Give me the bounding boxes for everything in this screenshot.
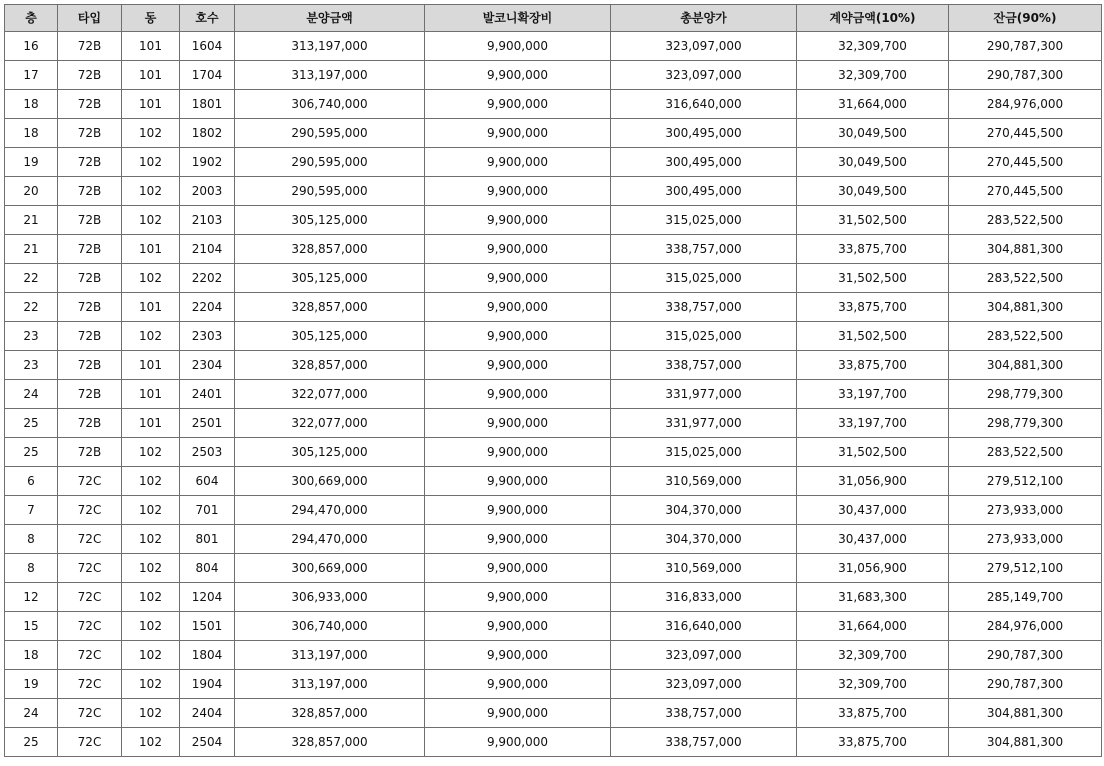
unit-cell: 2304 (180, 351, 235, 380)
unit-cell: 2104 (180, 235, 235, 264)
sale-price-cell: 290,595,000 (235, 177, 425, 206)
deposit-cell: 31,056,900 (797, 554, 949, 583)
balance-cell: 304,881,300 (949, 728, 1102, 757)
total-price-cell: 304,370,000 (611, 496, 797, 525)
balcony-fee-cell: 9,900,000 (425, 380, 611, 409)
deposit-cell: 30,049,500 (797, 119, 949, 148)
floor-cell: 21 (5, 206, 58, 235)
floor-cell: 16 (5, 32, 58, 61)
table-row (5, 438, 1102, 467)
type-cell: 72B (58, 380, 122, 409)
building-cell: 102 (122, 670, 180, 699)
type-cell: 72B (58, 148, 122, 177)
building-cell: 102 (122, 322, 180, 351)
table-row (5, 583, 1102, 612)
type-cell: 72B (58, 119, 122, 148)
unit-cell: 1204 (180, 583, 235, 612)
unit-cell: 1902 (180, 148, 235, 177)
deposit-cell: 32,309,700 (797, 641, 949, 670)
total-price-cell: 338,757,000 (611, 728, 797, 757)
balcony-fee-cell: 9,900,000 (425, 235, 611, 264)
type-cell: 72C (58, 699, 122, 728)
price-table-container (4, 4, 1102, 757)
total-price-cell: 338,757,000 (611, 351, 797, 380)
header-type: 타입 (58, 5, 122, 32)
building-cell: 102 (122, 612, 180, 641)
type-cell: 72B (58, 351, 122, 380)
type-cell: 72B (58, 293, 122, 322)
balance-cell: 290,787,300 (949, 61, 1102, 90)
balance-cell: 273,933,000 (949, 496, 1102, 525)
header-total-price: 총분양가 (611, 5, 797, 32)
total-price-cell: 300,495,000 (611, 177, 797, 206)
balance-cell: 290,787,300 (949, 641, 1102, 670)
balance-cell: 270,445,500 (949, 177, 1102, 206)
type-cell: 72C (58, 525, 122, 554)
balcony-fee-cell: 9,900,000 (425, 467, 611, 496)
balcony-fee-cell: 9,900,000 (425, 90, 611, 119)
type-cell: 72C (58, 670, 122, 699)
balance-cell: 279,512,100 (949, 467, 1102, 496)
unit-cell: 2401 (180, 380, 235, 409)
balance-cell: 284,976,000 (949, 90, 1102, 119)
deposit-cell: 31,502,500 (797, 322, 949, 351)
balcony-fee-cell: 9,900,000 (425, 612, 611, 641)
total-price-cell: 315,025,000 (611, 438, 797, 467)
balance-cell: 304,881,300 (949, 235, 1102, 264)
sale-price-cell: 294,470,000 (235, 496, 425, 525)
building-cell: 101 (122, 235, 180, 264)
table-row (5, 177, 1102, 206)
type-cell: 72C (58, 641, 122, 670)
balcony-fee-cell: 9,900,000 (425, 525, 611, 554)
sale-price-cell: 290,595,000 (235, 148, 425, 177)
deposit-cell: 31,664,000 (797, 90, 949, 119)
floor-cell: 22 (5, 264, 58, 293)
table-row (5, 670, 1102, 699)
sale-price-cell: 328,857,000 (235, 293, 425, 322)
total-price-cell: 331,977,000 (611, 409, 797, 438)
table-row (5, 90, 1102, 119)
type-cell: 72B (58, 322, 122, 351)
deposit-cell: 33,875,700 (797, 351, 949, 380)
unit-cell: 2501 (180, 409, 235, 438)
balcony-fee-cell: 9,900,000 (425, 670, 611, 699)
balance-cell: 298,779,300 (949, 380, 1102, 409)
floor-cell: 19 (5, 670, 58, 699)
building-cell: 102 (122, 583, 180, 612)
sale-price-cell: 313,197,000 (235, 61, 425, 90)
floor-cell: 12 (5, 583, 58, 612)
unit-cell: 2204 (180, 293, 235, 322)
balcony-fee-cell: 9,900,000 (425, 641, 611, 670)
unit-cell: 1804 (180, 641, 235, 670)
building-cell: 101 (122, 293, 180, 322)
type-cell: 72C (58, 496, 122, 525)
floor-cell: 8 (5, 554, 58, 583)
floor-cell: 24 (5, 699, 58, 728)
table-row (5, 728, 1102, 757)
floor-cell: 22 (5, 293, 58, 322)
unit-cell: 1604 (180, 32, 235, 61)
floor-cell: 21 (5, 235, 58, 264)
total-price-cell: 316,640,000 (611, 612, 797, 641)
table-row (5, 206, 1102, 235)
balcony-fee-cell: 9,900,000 (425, 728, 611, 757)
balcony-fee-cell: 9,900,000 (425, 554, 611, 583)
sale-price-cell: 328,857,000 (235, 235, 425, 264)
unit-cell: 2003 (180, 177, 235, 206)
balance-cell: 304,881,300 (949, 293, 1102, 322)
building-cell: 101 (122, 32, 180, 61)
sale-price-cell: 306,740,000 (235, 90, 425, 119)
table-row (5, 380, 1102, 409)
floor-cell: 25 (5, 409, 58, 438)
balance-cell: 284,976,000 (949, 612, 1102, 641)
total-price-cell: 323,097,000 (611, 61, 797, 90)
table-body (5, 32, 1102, 757)
total-price-cell: 315,025,000 (611, 264, 797, 293)
floor-cell: 18 (5, 90, 58, 119)
type-cell: 72B (58, 206, 122, 235)
table-row (5, 496, 1102, 525)
building-cell: 102 (122, 554, 180, 583)
balance-cell: 279,512,100 (949, 554, 1102, 583)
balance-cell: 304,881,300 (949, 351, 1102, 380)
header-balcony-fee: 발코니확장비 (425, 5, 611, 32)
building-cell: 101 (122, 409, 180, 438)
table-row (5, 32, 1102, 61)
balcony-fee-cell: 9,900,000 (425, 322, 611, 351)
balcony-fee-cell: 9,900,000 (425, 409, 611, 438)
sale-price-cell: 322,077,000 (235, 380, 425, 409)
total-price-cell: 323,097,000 (611, 32, 797, 61)
unit-cell: 701 (180, 496, 235, 525)
type-cell: 72B (58, 61, 122, 90)
building-cell: 102 (122, 525, 180, 554)
header-row (5, 5, 1102, 32)
table-row (5, 467, 1102, 496)
table-row (5, 148, 1102, 177)
type-cell: 72B (58, 438, 122, 467)
building-cell: 102 (122, 264, 180, 293)
sale-price-cell: 313,197,000 (235, 641, 425, 670)
deposit-cell: 31,683,300 (797, 583, 949, 612)
building-cell: 101 (122, 380, 180, 409)
total-price-cell: 338,757,000 (611, 699, 797, 728)
building-cell: 102 (122, 206, 180, 235)
header-unit: 호수 (180, 5, 235, 32)
balance-cell: 270,445,500 (949, 148, 1102, 177)
table-row (5, 264, 1102, 293)
table-row (5, 525, 1102, 554)
total-price-cell: 338,757,000 (611, 293, 797, 322)
building-cell: 102 (122, 177, 180, 206)
table-row (5, 235, 1102, 264)
sale-price-cell: 305,125,000 (235, 264, 425, 293)
deposit-cell: 31,502,500 (797, 206, 949, 235)
deposit-cell: 32,309,700 (797, 61, 949, 90)
floor-cell: 7 (5, 496, 58, 525)
unit-cell: 604 (180, 467, 235, 496)
balance-cell: 270,445,500 (949, 119, 1102, 148)
deposit-cell: 33,197,700 (797, 409, 949, 438)
floor-cell: 17 (5, 61, 58, 90)
unit-cell: 801 (180, 525, 235, 554)
balcony-fee-cell: 9,900,000 (425, 293, 611, 322)
balance-cell: 283,522,500 (949, 322, 1102, 351)
price-table (4, 4, 1102, 757)
deposit-cell: 31,502,500 (797, 264, 949, 293)
floor-cell: 8 (5, 525, 58, 554)
table-row (5, 351, 1102, 380)
sale-price-cell: 306,933,000 (235, 583, 425, 612)
table-row (5, 641, 1102, 670)
type-cell: 72C (58, 554, 122, 583)
sale-price-cell: 305,125,000 (235, 438, 425, 467)
type-cell: 72C (58, 728, 122, 757)
total-price-cell: 323,097,000 (611, 641, 797, 670)
unit-cell: 1801 (180, 90, 235, 119)
deposit-cell: 33,875,700 (797, 293, 949, 322)
table-row (5, 554, 1102, 583)
sale-price-cell: 322,077,000 (235, 409, 425, 438)
balcony-fee-cell: 9,900,000 (425, 699, 611, 728)
unit-cell: 2303 (180, 322, 235, 351)
balcony-fee-cell: 9,900,000 (425, 119, 611, 148)
floor-cell: 20 (5, 177, 58, 206)
table-row (5, 409, 1102, 438)
total-price-cell: 310,569,000 (611, 554, 797, 583)
total-price-cell: 323,097,000 (611, 670, 797, 699)
table-row (5, 699, 1102, 728)
unit-cell: 1501 (180, 612, 235, 641)
sale-price-cell: 294,470,000 (235, 525, 425, 554)
type-cell: 72B (58, 32, 122, 61)
table-row (5, 322, 1102, 351)
balance-cell: 290,787,300 (949, 670, 1102, 699)
total-price-cell: 331,977,000 (611, 380, 797, 409)
balcony-fee-cell: 9,900,000 (425, 264, 611, 293)
total-price-cell: 316,640,000 (611, 90, 797, 119)
sale-price-cell: 328,857,000 (235, 699, 425, 728)
floor-cell: 25 (5, 438, 58, 467)
building-cell: 101 (122, 61, 180, 90)
unit-cell: 2404 (180, 699, 235, 728)
type-cell: 72C (58, 612, 122, 641)
building-cell: 101 (122, 351, 180, 380)
deposit-cell: 33,197,700 (797, 380, 949, 409)
type-cell: 72B (58, 264, 122, 293)
balcony-fee-cell: 9,900,000 (425, 148, 611, 177)
type-cell: 72B (58, 235, 122, 264)
header-building: 동 (122, 5, 180, 32)
total-price-cell: 315,025,000 (611, 206, 797, 235)
type-cell: 72C (58, 583, 122, 612)
balance-cell: 283,522,500 (949, 438, 1102, 467)
deposit-cell: 31,056,900 (797, 467, 949, 496)
sale-price-cell: 306,740,000 (235, 612, 425, 641)
sale-price-cell: 305,125,000 (235, 206, 425, 235)
unit-cell: 2202 (180, 264, 235, 293)
balcony-fee-cell: 9,900,000 (425, 438, 611, 467)
balcony-fee-cell: 9,900,000 (425, 583, 611, 612)
total-price-cell: 304,370,000 (611, 525, 797, 554)
deposit-cell: 31,502,500 (797, 438, 949, 467)
building-cell: 102 (122, 641, 180, 670)
balance-cell: 283,522,500 (949, 264, 1102, 293)
type-cell: 72B (58, 409, 122, 438)
unit-cell: 1802 (180, 119, 235, 148)
building-cell: 102 (122, 699, 180, 728)
table-row (5, 293, 1102, 322)
deposit-cell: 33,875,700 (797, 699, 949, 728)
balance-cell: 290,787,300 (949, 32, 1102, 61)
balance-cell: 304,881,300 (949, 699, 1102, 728)
unit-cell: 804 (180, 554, 235, 583)
unit-cell: 1904 (180, 670, 235, 699)
total-price-cell: 300,495,000 (611, 119, 797, 148)
total-price-cell: 316,833,000 (611, 583, 797, 612)
deposit-cell: 32,309,700 (797, 670, 949, 699)
balance-cell: 283,522,500 (949, 206, 1102, 235)
header-balance: 잔금(90%) (949, 5, 1102, 32)
deposit-cell: 31,664,000 (797, 612, 949, 641)
building-cell: 102 (122, 728, 180, 757)
table-row (5, 612, 1102, 641)
header-sale-price: 분양금액 (235, 5, 425, 32)
floor-cell: 23 (5, 351, 58, 380)
floor-cell: 25 (5, 728, 58, 757)
deposit-cell: 33,875,700 (797, 235, 949, 264)
type-cell: 72C (58, 467, 122, 496)
unit-cell: 1704 (180, 61, 235, 90)
deposit-cell: 30,049,500 (797, 148, 949, 177)
floor-cell: 24 (5, 380, 58, 409)
type-cell: 72B (58, 177, 122, 206)
balance-cell: 285,149,700 (949, 583, 1102, 612)
sale-price-cell: 305,125,000 (235, 322, 425, 351)
deposit-cell: 30,049,500 (797, 177, 949, 206)
sale-price-cell: 328,857,000 (235, 728, 425, 757)
header-deposit: 계약금액(10%) (797, 5, 949, 32)
balcony-fee-cell: 9,900,000 (425, 61, 611, 90)
deposit-cell: 30,437,000 (797, 496, 949, 525)
unit-cell: 2503 (180, 438, 235, 467)
sale-price-cell: 290,595,000 (235, 119, 425, 148)
building-cell: 102 (122, 148, 180, 177)
deposit-cell: 33,875,700 (797, 728, 949, 757)
balcony-fee-cell: 9,900,000 (425, 32, 611, 61)
total-price-cell: 315,025,000 (611, 322, 797, 351)
balance-cell: 298,779,300 (949, 409, 1102, 438)
building-cell: 102 (122, 438, 180, 467)
floor-cell: 18 (5, 119, 58, 148)
type-cell: 72B (58, 90, 122, 119)
building-cell: 101 (122, 90, 180, 119)
deposit-cell: 30,437,000 (797, 525, 949, 554)
balance-cell: 273,933,000 (949, 525, 1102, 554)
balcony-fee-cell: 9,900,000 (425, 496, 611, 525)
table-row (5, 119, 1102, 148)
floor-cell: 6 (5, 467, 58, 496)
building-cell: 102 (122, 119, 180, 148)
balcony-fee-cell: 9,900,000 (425, 351, 611, 380)
sale-price-cell: 300,669,000 (235, 467, 425, 496)
building-cell: 102 (122, 467, 180, 496)
floor-cell: 19 (5, 148, 58, 177)
unit-cell: 2504 (180, 728, 235, 757)
building-cell: 102 (122, 496, 180, 525)
balcony-fee-cell: 9,900,000 (425, 206, 611, 235)
header-floor: 층 (5, 5, 58, 32)
sale-price-cell: 313,197,000 (235, 32, 425, 61)
sale-price-cell: 313,197,000 (235, 670, 425, 699)
floor-cell: 15 (5, 612, 58, 641)
deposit-cell: 32,309,700 (797, 32, 949, 61)
balcony-fee-cell: 9,900,000 (425, 177, 611, 206)
total-price-cell: 338,757,000 (611, 235, 797, 264)
floor-cell: 23 (5, 322, 58, 351)
table-row (5, 61, 1102, 90)
sale-price-cell: 300,669,000 (235, 554, 425, 583)
sale-price-cell: 328,857,000 (235, 351, 425, 380)
total-price-cell: 310,569,000 (611, 467, 797, 496)
floor-cell: 18 (5, 641, 58, 670)
unit-cell: 2103 (180, 206, 235, 235)
total-price-cell: 300,495,000 (611, 148, 797, 177)
